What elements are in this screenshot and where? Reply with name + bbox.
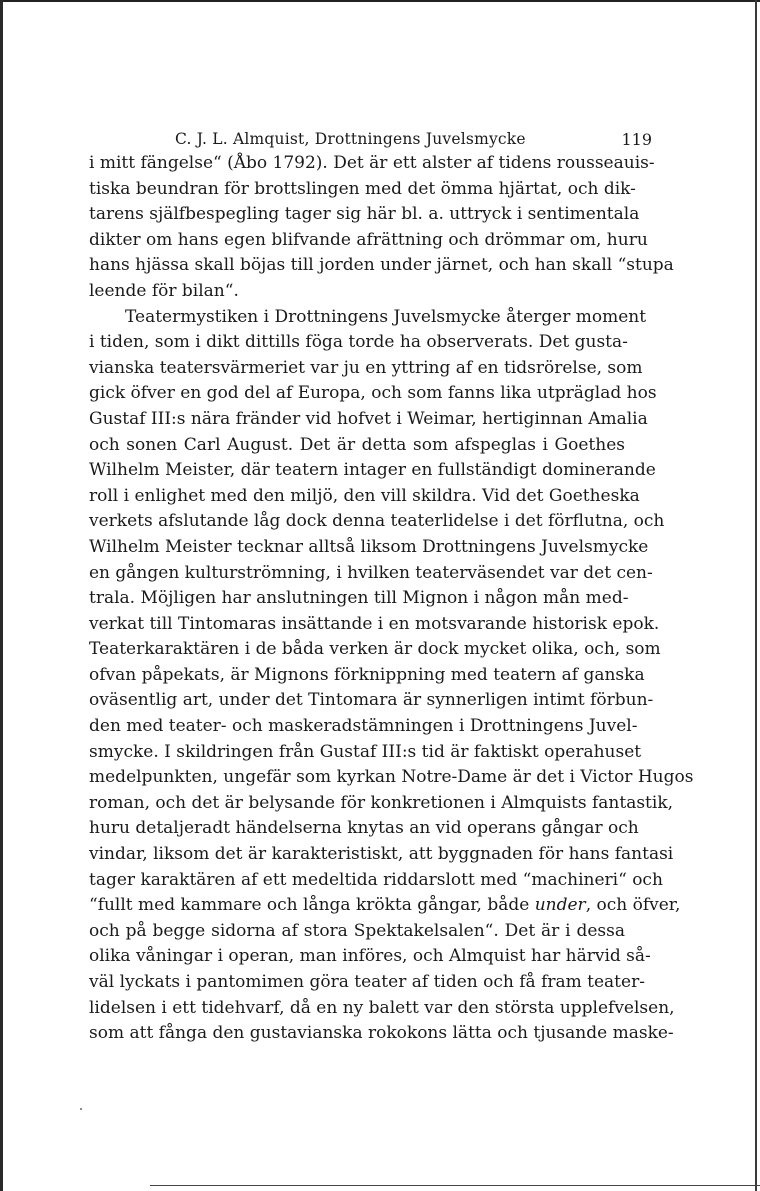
paragraph-start-line: Teatermystiken i Drottningens Juvelsmycke återger moment [125,306,647,327]
text-line: lidelsen i ett tidehvarf, då en ny balett var den största upplefvelsen, [89,997,675,1018]
text-line: och på begge sidorna af stora Spektakelsalen“. Det är i dessa [89,920,625,941]
scan-border-bottom [150,1185,760,1186]
text-line: hans hjässa skall böjas till jorden under järnet, och han skall “stupa [89,255,674,276]
text-line: som att fånga den gustavianska rokokons lätta och tjusande maske- [89,1023,674,1044]
text-line: oväsentlig art, under det Tintomara är synnerligen intimt förbun- [89,690,654,711]
running-title: C. J. L. Almquist, Drottningens Juvelsmycke [175,130,526,148]
scan-border-top [0,0,760,2]
text-line: gick öfver en god del af Europa, och som fanns lika utpräglad hos [89,383,657,404]
text-line: roman, och det är belysande för konkretionen i Almquists fantastik, [89,792,674,813]
text-line: tager karaktären af ett medeltida riddarslott med “machineri“ och [89,869,663,890]
text-line: trala. Möjligen har anslutningen till Mignon i någon mån med- [89,588,629,609]
text-line: Gustaf III:s nära fränder vid hofvet i Weimar, hertiginnan Amalia [89,408,648,429]
text-line: tarens själfbespegling tager sig här bl. a. uttryck i sentimentala [89,204,640,225]
text-line: medelpunkten, ungefär som kyrkan Notre-Dame är det i Victor Hugos [89,767,694,788]
text-line: leende för bilan“. [89,280,239,301]
text-line: i tiden, som i dikt dittills föga torde ha observerats. Det gusta- [89,332,628,353]
text-line: verkat till Tintomaras insättande i en motsvarande historisk epok. [89,613,660,634]
text-line: Wilhelm Meister tecknar alltså liksom Drottningens Juvelsmycke [89,536,649,557]
scan-border-right [755,0,757,1191]
text-line: olika våningar i operan, man införes, och Almquist har härvid så- [89,946,651,967]
text-line: tiska beundran för brottslingen med det ömma hjärtat, och dik- [89,178,636,199]
text-line: huru detaljeradt händelserna knytas an vid operans gångar och [89,818,639,839]
text-line: väl lyckats i pantomimen göra teater af tiden och få fram teater- [89,972,645,992]
scan-speck [80,1108,82,1110]
body-text [89,151,694,1047]
text-line: verkets afslutande låg dock denna teaterlidelse i det förflutna, och [89,511,665,532]
text-line: Wilhelm Meister, där teatern intager en fullständigt dominerande [89,460,656,481]
text-line: smycke. I skildringen från Gustaf III:s tid är faktiskt operahuset [89,741,642,762]
text-segment: “fullt med kammare och långa krökta gångar, både [89,895,530,916]
page-number: 119 [621,130,652,149]
text-line: en gången kulturströmning, i hvilken teaterväsendet var det cen- [89,562,653,583]
text-line: och sonen Carl August. Det är detta som afspeglas i Goethes [89,434,625,455]
text-line: den med teater- och maskeradstämningen i Drottningens Juvel- [89,716,638,737]
text-line: Teaterkaraktären i de båda verken är dock mycket olika, och, som [89,639,661,660]
text-line [89,893,681,919]
text-line: vianska teatersvärmeriet var ju en yttring af en tidsrörelse, som [89,357,643,378]
text-line: i mitt fängelse“ (Åbo 1792). Det är ett alster af tidens rousseauis- [89,153,655,173]
scan-border-left [0,0,3,1191]
text-line: dikter om hans egen blifvande afrättning och drömmar om, huru [89,229,648,250]
italic-word: under [534,895,586,916]
text-line: vindar, liksom det är karakteristiskt, att byggnaden för hans fantasi [89,844,674,865]
text-line: ofvan påpekats, är Mignons förknippning med teatern af ganska [89,664,645,685]
text-line: roll i enlighet med den miljö, den vill skildra. Vid det Goetheska [89,485,640,506]
text-segment: , och öfver, [585,895,681,916]
